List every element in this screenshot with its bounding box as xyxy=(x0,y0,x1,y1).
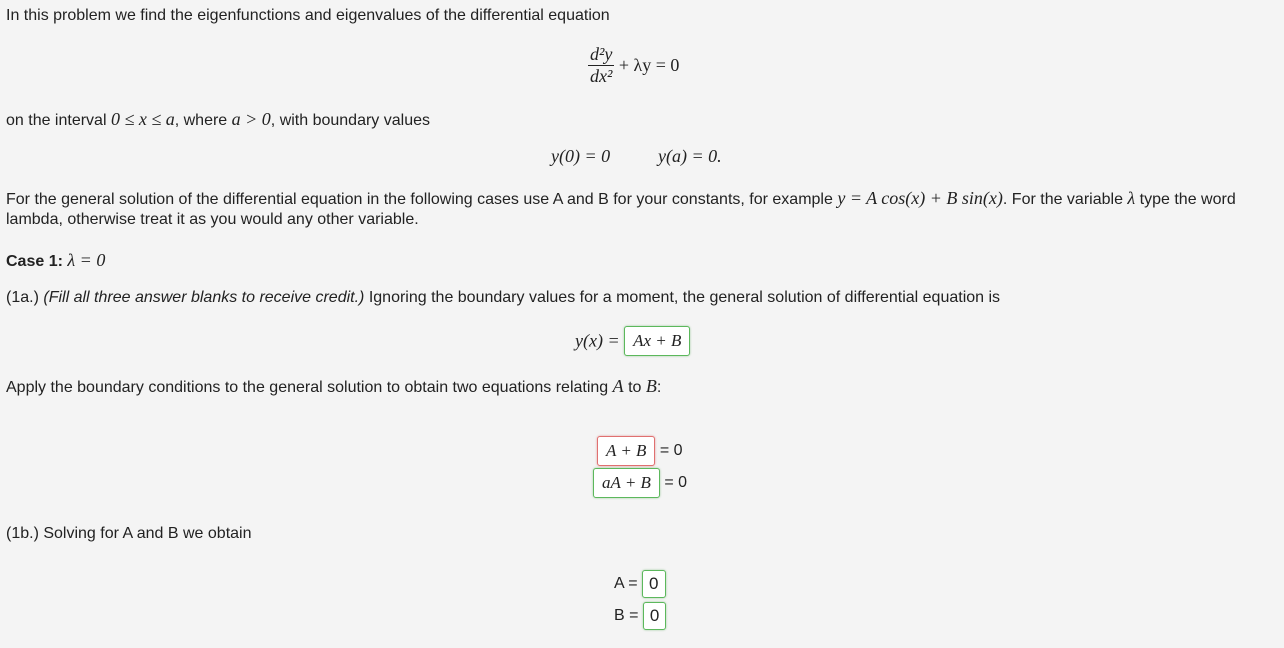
interval-post: , with boundary values xyxy=(270,112,430,129)
interval-math: 0 ≤ x ≤ a xyxy=(110,109,175,129)
instructions-lambda: λ xyxy=(1127,188,1136,208)
general-solution-row xyxy=(575,326,690,356)
q1a-label: (1a.) xyxy=(6,289,39,306)
interval-line xyxy=(6,109,430,130)
instructions-end: type the word xyxy=(1139,191,1236,208)
ode-fraction xyxy=(588,44,614,87)
B-row xyxy=(614,602,666,630)
equation-1-rhs: = 0 xyxy=(659,442,683,459)
A-input[interactable]: 0 xyxy=(642,570,665,598)
interval-pre: on the interval xyxy=(6,112,107,129)
boundary-condition-2: y(a) = 0. xyxy=(658,146,722,166)
yx-label: y(x) = xyxy=(575,330,620,351)
apply-to: to xyxy=(628,379,642,396)
intro-text: In this problem we find the eigenfunctions and eigenvalues of the differential equation xyxy=(6,7,610,24)
boundary-condition-1: y(0) = 0 xyxy=(551,146,611,166)
instructions-line-1 xyxy=(6,188,1236,209)
apply-A: A xyxy=(612,376,624,396)
apply-colon: : xyxy=(656,379,662,396)
question-1b: (1b.) Solving for A and B we obtain xyxy=(6,525,252,542)
ode-denominator: dx² xyxy=(590,66,613,86)
apply-text-line xyxy=(6,376,661,397)
ode-numerator: d²y xyxy=(590,44,613,64)
equation-2-input[interactable]: aA + B xyxy=(593,468,660,498)
question-1a xyxy=(6,289,1000,307)
instructions-example: y = A cos(x) + B sin(x) xyxy=(837,188,1003,208)
equation-2-rhs: = 0 xyxy=(664,474,688,491)
apply-B: B xyxy=(645,376,657,396)
interval-mid: , where xyxy=(174,112,228,129)
case1-lambda: λ = 0 xyxy=(67,250,106,270)
interval-cond: a > 0 xyxy=(231,109,271,129)
A-row xyxy=(614,570,666,598)
equation-1-row xyxy=(597,436,683,466)
q1a-note: (Fill all three answer blanks to receive credit.) xyxy=(43,289,365,306)
case1-heading xyxy=(6,250,105,271)
instructions-post: . For the variable xyxy=(1002,191,1123,208)
case1-label: Case 1: xyxy=(6,253,63,270)
instructions-line-2: lambda, otherwise treat it as you would any other variable. xyxy=(6,211,419,228)
general-solution-input[interactable]: Ax + B xyxy=(624,326,690,356)
A-label: A = xyxy=(614,575,638,592)
equation-1-input[interactable]: A + B xyxy=(597,436,655,466)
apply-text: Apply the boundary conditions to the general solution to obtain two equations relating xyxy=(6,379,609,396)
B-label: B = xyxy=(614,607,639,624)
ode-equation xyxy=(588,44,679,87)
q1a-text: Ignoring the boundary values for a moment, the general solution of differential equation is xyxy=(368,289,1001,306)
instructions-pre: For the general solution of the differential equation in the following cases use A and B for your constants, for example xyxy=(6,191,833,208)
B-input[interactable]: 0 xyxy=(643,602,666,630)
ode-rest: + λy = 0 xyxy=(618,55,680,75)
equation-2-row xyxy=(593,468,687,498)
